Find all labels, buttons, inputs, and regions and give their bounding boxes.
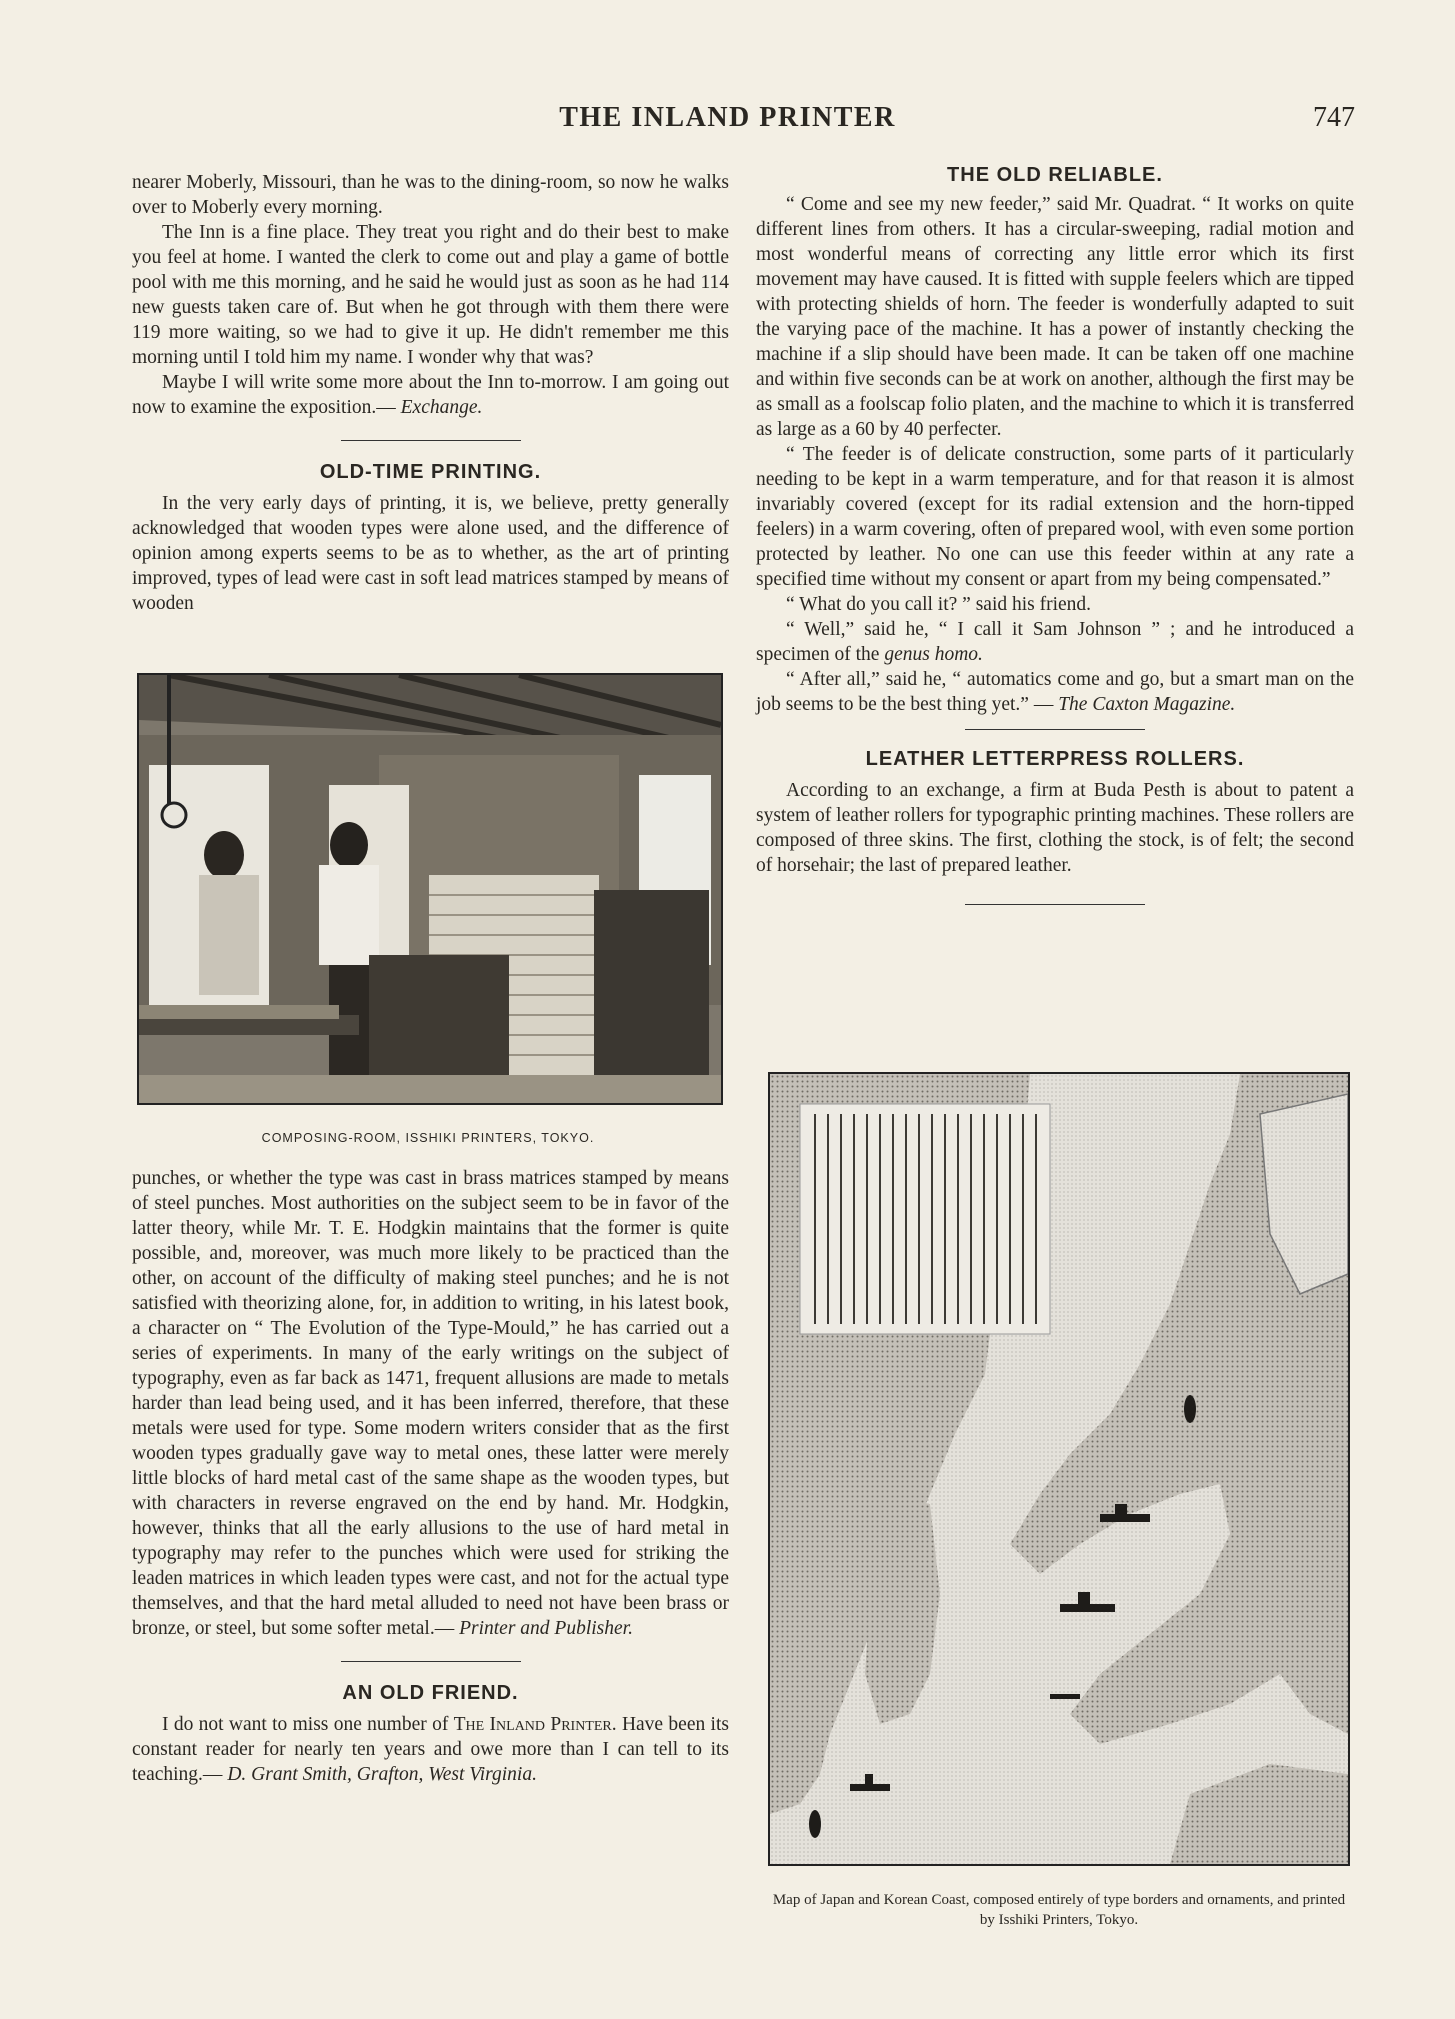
page-number: 747	[1313, 102, 1355, 133]
section-divider	[341, 440, 521, 441]
magazine-name: The Inland Printer	[453, 1714, 612, 1735]
genus-term: genus homo.	[884, 644, 983, 665]
old-time-printing-heading: OLD-TIME PRINTING.	[319, 461, 542, 483]
old-reliable-paragraph-1: “ Come and see my new feeder,” said Mr. Quadrat. “ It works on quite different lines from others. It has a circular-sweeping, radial motion and most wonderful means of correcting any little error which its first movement may have caused. It is fitted with supple feelers which are tipped with protecting shields of horn. The feeder is wonderfully adapted to suit the varying pace of the machine. It has a power of instantly checking the machine if a slip should have been made. It can be taken off one machine and within five seconds can be at work on another, although the first may be as small as a foolscap folio platen, and the machine to which it is transferred as large as a 60 by 40 perfecter.	[756, 194, 1354, 440]
right-column	[756, 163, 1354, 905]
intro-paragraph-2: The Inn is a fine place. They treat you right and do their best to make you feel at home. I wanted the clerk to come out and play a game of bottle pool with me this morning, and he said he would just as soon as he had 114 new guests taken care of. But when he got through with them there were 119 more waiting, so we had to give it up. He didn't remember me this morning until I told him my name. I wonder why that was?	[132, 222, 729, 368]
map-caption: Map of Japan and Korean Coast, composed entirely of type borders and ornaments, and printed by Isshiki Printers, Tokyo.	[772, 1892, 1346, 1928]
map-illustration	[770, 1074, 1348, 1864]
old-reliable-paragraph-4: “ Well,” said he, “ I call it Sam Johnson ” ; and he introduced a specimen of the genus homo.	[756, 619, 1354, 665]
section-divider	[341, 1661, 521, 1662]
leather-paragraph: According to an exchange, a firm at Buda Pesth is about to patent a system of leather rollers for typographic printing machines. These rollers are composed of three skins. The first, clothing the stock, is of felt; the second of horsehair; the last of prepared leather.	[756, 780, 1354, 876]
old-friend-source: D. Grant Smith, Grafton, West Virginia.	[227, 1764, 537, 1785]
old-reliable-source: The Caxton Magazine.	[1058, 694, 1236, 715]
old-reliable-paragraph-5: “ After all,” said he, “ automatics come and go, but a smart man on the job seems to be the best thing yet.” — The Caxton Magazine.	[756, 669, 1354, 715]
japan-korea-map	[768, 1072, 1350, 1866]
old-time-paragraph-1: In the very early days of printing, it is, we believe, pretty generally acknowledged that wooden types were alone used, and the difference of opinion among experts seems to be as to whether, as the art of printing improved, types of lead were cast in soft lead matrices stamped by means of wooden	[132, 493, 729, 614]
intro-paragraph-1: nearer Moberly, Missouri, than he was to the dining-room, so now he walks over to Moberly every morning.	[132, 172, 729, 218]
running-header-title: THE INLAND PRINTER	[559, 102, 896, 133]
leather-rollers-heading: LEATHER LETTERPRESS ROLLERS.	[865, 748, 1245, 770]
old-time-paragraph-2: punches, or whether the type was cast in brass matrices stamped by means of steel punches. Most authorities on the subject seem to be in favor of the latter theory, while Mr. T. E. Hodgkin maintains that the former is quite possible, and, moreover, was much more likely to be practiced than the other, on account of the difficulty of making steel punches; and he is not satisfied with theorizing alone, for, in addition to writing, in his latest book, a character on “ The Evolution of the Type-Mould,” he has carried out a series of experiments. In many of the early writings on the subject of typography, even as far back as 1471, frequent allusions are made to metals harder than lead being used, and it has been inferred, therefore, that these metals were used for type. Some modern writers consider that as the first wooden types gradually gave way to metal ones, these latter were merely little blocks of hard metal cast of the same shape as the wooden types, but with characters in reverse engraved on the end by hand. Mr. Hodgkin, however, thinks that all the early allusions to the use of hard metal in typography may refer to the punches which were used for striking the leaden matrices in which leaden types were cast, and not for the actual type themselves, and that the hard metal alluded to need not have been brass or bronze, or steel, but some softer metal.— Printer and Publisher.	[132, 1168, 729, 1639]
old-friend-heading: AN OLD FRIEND.	[342, 1682, 519, 1704]
intro-paragraph-3: Maybe I will write some more about the Inn to-morrow. I am going out now to examine the exposition.— Exchange.	[132, 372, 729, 418]
composing-room-photo	[137, 673, 723, 1105]
section-divider	[965, 729, 1145, 730]
intro-source: Exchange.	[400, 397, 483, 418]
old-friend-paragraph: I do not want to miss one number of The Inland Printer. Have been its constant reader for nearly ten years and owe more than I can tell to its teaching.— D. Grant Smith, Grafton, West Virginia.	[132, 1714, 729, 1785]
left-column-bottom	[132, 1166, 729, 1787]
old-reliable-paragraph-2: “ The feeder is of delicate construction, some parts of it particularly needing to be kept in a warm temperature, and for that reason it is almost invariably covered (except for its radial extension and the horn-tipped feelers) in a warm covering, often of prepared wool, with even some portion protected by leather. No one can use this feeder within at any rate a specified time without my consent or apart from my being compensated.”	[756, 444, 1354, 590]
left-column-top	[132, 170, 729, 616]
photo-illustration	[139, 675, 721, 1103]
old-reliable-heading: THE OLD RELIABLE.	[947, 164, 1163, 186]
old-reliable-paragraph-3: “ What do you call it? ” said his friend.	[786, 594, 1092, 615]
photo-caption: COMPOSING-ROOM, ISSHIKI PRINTERS, TOKYO.	[261, 1131, 595, 1145]
old-time-source: Printer and Publisher.	[459, 1618, 633, 1639]
section-divider	[965, 904, 1145, 905]
